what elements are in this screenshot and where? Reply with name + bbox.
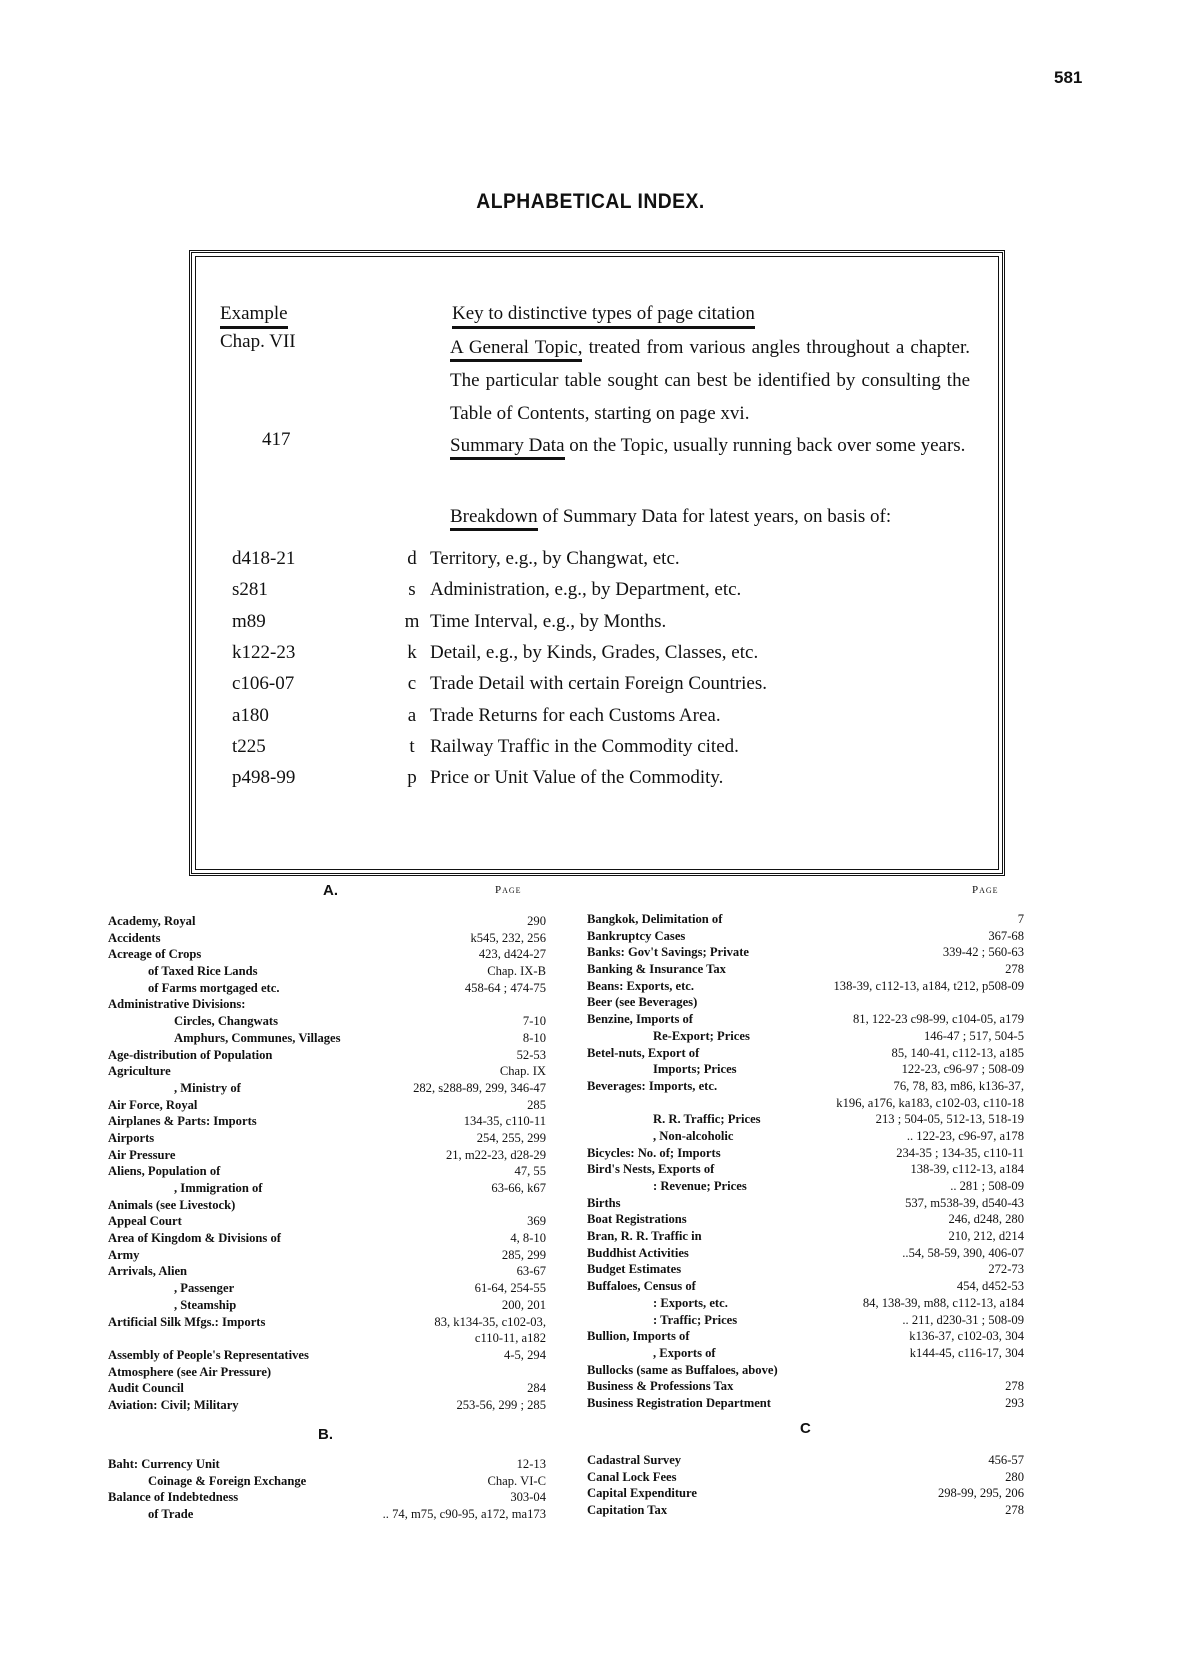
entry-label: Age-distribution of Population — [108, 1047, 273, 1062]
entry-label: Bird's Nests, Exports of — [587, 1162, 715, 1177]
key-description: Time Interval, e.g., by Months. — [430, 610, 667, 632]
entry-page-ref: .. 74, m75, c90-95, a172, ma173 — [382, 1507, 546, 1522]
index-entry — [108, 1197, 546, 1214]
entry-label: Circles, Changwats — [174, 1014, 279, 1029]
entry-label: , Steamship — [174, 1297, 237, 1312]
entry-page-ref: 76, 78, 83, m86, k136-37, — [893, 1078, 1024, 1093]
entry-page-ref: 63-67 — [516, 1264, 546, 1279]
index-entry — [108, 1063, 546, 1080]
entry-label: Airplanes & Parts: Imports — [108, 1114, 257, 1129]
entry-label: Bullocks (same as Buffaloes, above) — [587, 1362, 778, 1377]
key-letter: d — [407, 548, 417, 569]
index-column-b-right — [587, 911, 1024, 1412]
index-entry — [587, 1078, 1024, 1111]
entry-page-ref: 253-56, 299 ; 285 — [456, 1397, 546, 1412]
key-example: a180 — [232, 704, 269, 726]
entry-page-ref: 47, 55 — [514, 1164, 546, 1179]
entry-page-ref: 282, s288-89, 299, 346-47 — [413, 1080, 546, 1095]
entry-page-ref: ..54, 58-59, 390, 406-07 — [902, 1245, 1024, 1260]
index-entry — [108, 1097, 546, 1114]
entry-label: Artificial Silk Mfgs.: Imports — [108, 1314, 266, 1329]
index-entry — [108, 1263, 546, 1280]
entry-page-ref: 4-5, 294 — [504, 1347, 546, 1362]
entry-label: Airports — [108, 1130, 155, 1145]
index-entry — [587, 1395, 1024, 1412]
entry-page-ref: 210, 212, d214 — [948, 1229, 1024, 1244]
entry-page-ref: 122-23, c96-97 ; 508-09 — [901, 1062, 1024, 1077]
entry-page-ref: 339-42 ; 560-63 — [942, 945, 1024, 960]
entry-label: , Immigration of — [174, 1181, 263, 1195]
page-column-label: Page — [972, 884, 999, 896]
entry-label: Bankruptcy Cases — [587, 928, 686, 943]
index-entry — [587, 1228, 1024, 1245]
entry-label: Capitation Tax — [587, 1503, 668, 1518]
key-example: k122-23 — [232, 641, 296, 663]
entry-label: : Traffic; Prices — [653, 1312, 738, 1327]
entry-label: Air Pressure — [108, 1147, 176, 1162]
key-description: Railway Traffic in the Commodity cited. — [430, 735, 739, 757]
index-entry — [587, 1161, 1024, 1178]
index-entry — [108, 963, 546, 980]
key-example: c106-07 — [232, 673, 295, 695]
entry-page-ref: 146-47 ; 517, 504-5 — [923, 1028, 1024, 1043]
page-title: ALPHABETICAL INDEX. — [476, 190, 705, 213]
entry-label: Bicycles: No. of; Imports — [587, 1145, 721, 1160]
entry-page-ref: 278 — [1005, 962, 1024, 977]
entry-page-ref: k144-45, c116-17, 304 — [909, 1345, 1024, 1360]
entry-label: Bullion, Imports of — [587, 1329, 690, 1344]
entry-page-ref: Chap. VI-C — [487, 1473, 546, 1488]
index-entry — [587, 1295, 1024, 1312]
entry-page-ref: 298-99, 295, 206 — [937, 1486, 1024, 1501]
entry-label: Coinage & Foreign Exchange — [148, 1473, 307, 1488]
key-description: Breakdown of Summary Data for latest years, on basis of: — [450, 506, 970, 528]
entry-label: Academy, Royal — [108, 914, 196, 928]
entry-label: Buffaloes, Census of — [587, 1279, 696, 1294]
entry-label: Animals (see Livestock) — [108, 1197, 236, 1212]
entry-label: Beans: Exports, etc. — [587, 978, 695, 993]
key-description: Summary Data on the Topic, usually running back over some years. — [450, 429, 970, 462]
index-column-c — [587, 1452, 1024, 1519]
entry-page-ref: 285, 299 — [501, 1247, 546, 1262]
index-entry — [587, 1452, 1024, 1469]
index-entry — [108, 946, 546, 963]
entry-page-ref: .. 281 ; 508-09 — [950, 1179, 1024, 1194]
entry-label: Appeal Court — [108, 1214, 182, 1229]
entry-page-ref: 454, d452-53 — [956, 1279, 1024, 1294]
index-entry — [587, 1111, 1024, 1128]
entry-page-ref: 134-35, c110-11 — [463, 1114, 546, 1129]
entry-label: Cadastral Survey — [587, 1453, 682, 1467]
entry-page-ref: 284 — [527, 1381, 546, 1396]
index-entry — [108, 1380, 546, 1397]
index-entry — [587, 1028, 1024, 1045]
entry-label: Army — [108, 1247, 140, 1262]
entry-label: , Non-alcoholic — [653, 1128, 734, 1143]
entry-page-ref: 12-13 — [516, 1457, 546, 1471]
entry-page-ref: 7-10 — [522, 1014, 546, 1029]
entry-label: Beverages: Imports, etc. — [587, 1078, 718, 1093]
entry-label: Atmosphere (see Air Pressure) — [108, 1364, 272, 1379]
index-entry — [587, 911, 1024, 928]
key-example: s281 — [232, 579, 268, 601]
entry-page-ref: 290 — [527, 914, 546, 928]
entry-page-ref: 213 ; 504-05, 512-13, 518-19 — [875, 1112, 1024, 1127]
entry-label: of Trade — [148, 1507, 194, 1522]
key-description: Territory, e.g., by Changwat, etc. — [430, 548, 680, 569]
key-header-example: Example — [220, 303, 288, 329]
index-entry — [108, 1347, 546, 1364]
index-entry — [587, 944, 1024, 961]
key-letter: k — [407, 641, 417, 663]
entry-label: Business Registration Department — [587, 1395, 771, 1410]
index-entry — [108, 1397, 546, 1414]
key-letter: s — [408, 579, 416, 601]
index-entry — [587, 1011, 1024, 1028]
entry-page-ref: Chap. IX — [499, 1064, 546, 1079]
index-entry — [587, 961, 1024, 978]
key-description: Trade Detail with certain Foreign Countries. — [430, 673, 768, 695]
entry-label: Beer (see Beverages) — [587, 995, 698, 1010]
key-description: Price or Unit Value of the Commodity. — [430, 767, 724, 789]
entry-page-ref: 52-53 — [516, 1047, 546, 1062]
entry-page-ref: 246, d248, 280 — [948, 1212, 1024, 1227]
index-entry — [587, 1211, 1024, 1228]
page-column-label: Page — [495, 884, 522, 896]
entry-page-ref: 537, m538-39, d540-43 — [905, 1195, 1024, 1210]
entry-label: Buddhist Activities — [587, 1245, 689, 1260]
index-entry — [108, 1297, 546, 1314]
key-example: Chap. VII — [220, 331, 296, 352]
entry-page-ref: 278 — [1005, 1379, 1024, 1394]
key-letter: t — [409, 735, 415, 757]
entry-label: Aviation: Civil; Military — [108, 1397, 239, 1412]
index-entry — [587, 1278, 1024, 1295]
index-entry — [587, 928, 1024, 945]
index-entry — [587, 978, 1024, 995]
index-entry — [587, 1485, 1024, 1502]
index-entry — [587, 1345, 1024, 1362]
entry-label: Bran, R. R. Traffic in — [587, 1229, 702, 1244]
entry-page-ref: 254, 255, 299 — [476, 1130, 546, 1145]
key-example: 417 — [262, 429, 291, 450]
index-entry — [587, 1261, 1024, 1278]
index-entry — [108, 930, 546, 947]
index-entry — [587, 1178, 1024, 1195]
index-entry — [587, 1195, 1024, 1212]
index-entry — [108, 1314, 546, 1347]
entry-label: : Exports, etc. — [653, 1295, 728, 1310]
entry-page-ref: 367-68 — [988, 928, 1024, 943]
index-entry — [587, 1312, 1024, 1329]
entry-page-ref: 280 — [1005, 1469, 1024, 1484]
index-entry — [108, 980, 546, 997]
key-description: Administration, e.g., by Department, etc. — [430, 579, 742, 601]
index-entry — [108, 1280, 546, 1297]
entry-page-ref: Chap. IX-B — [487, 964, 546, 979]
entry-label: Balance of Indebtedness — [108, 1490, 239, 1505]
entry-page-ref: 81, 122-23 c98-99, c104-05, a179 — [852, 1012, 1024, 1027]
entry-page-ref: 7 — [1017, 912, 1024, 926]
entry-page-ref: k136-37, c102-03, 304 — [909, 1329, 1024, 1344]
index-entry — [587, 1045, 1024, 1062]
key-letter: m — [404, 610, 420, 632]
key-example: m89 — [232, 610, 266, 632]
entry-label: Air Force, Royal — [108, 1097, 198, 1112]
entry-page-ref: 4, 8-10 — [510, 1231, 546, 1246]
entry-label: Banking & Insurance Tax — [587, 962, 726, 977]
index-entry — [587, 1502, 1024, 1519]
entry-label: Births — [587, 1195, 621, 1210]
key-example: p498-99 — [232, 767, 296, 789]
entry-page-ref: 85, 140-41, c112-13, a185 — [891, 1045, 1024, 1060]
entry-page-ref-continued: k196, a176, ka183, c102-03, c110-18 — [836, 1095, 1024, 1110]
entry-page-ref: k545, 232, 256 — [470, 930, 546, 945]
index-entry — [587, 1245, 1024, 1262]
section-heading-c: C — [800, 1420, 811, 1437]
index-column-b-left — [108, 1456, 546, 1523]
entry-page-ref: 138-39, c112-13, a184 — [910, 1162, 1024, 1177]
entry-label: Acreage of Crops — [108, 947, 202, 962]
entry-label: , Ministry of — [174, 1080, 241, 1095]
key-description: Trade Returns for each Customs Area. — [430, 704, 721, 726]
entry-page-ref: 285 — [527, 1097, 546, 1112]
entry-page-ref: 293 — [1005, 1395, 1024, 1410]
entry-label: Canal Lock Fees — [587, 1469, 677, 1484]
key-example: t225 — [232, 735, 266, 757]
entry-label: Baht: Currency Unit — [108, 1457, 220, 1471]
entry-page-ref-continued: c110-11, a182 — [474, 1331, 546, 1346]
index-entry — [108, 996, 546, 1013]
section-heading-a: A. — [323, 882, 338, 899]
index-entry — [108, 1230, 546, 1247]
index-entry — [108, 1030, 546, 1047]
entry-page-ref: 8-10 — [522, 1030, 546, 1045]
entry-label: Re-Export; Prices — [653, 1028, 750, 1043]
key-letter: c — [407, 673, 417, 695]
key-example: d418-21 — [232, 548, 296, 569]
citation-key-box — [189, 250, 1005, 876]
index-entry — [108, 1080, 546, 1097]
entry-label: Accidents — [108, 930, 161, 945]
entry-page-ref: 61-64, 254-55 — [474, 1281, 546, 1296]
entry-label: Boat Registrations — [587, 1212, 687, 1227]
entry-label: R. R. Traffic; Prices — [653, 1112, 761, 1127]
index-entry — [587, 1328, 1024, 1345]
entry-label: Capital Expenditure — [587, 1486, 697, 1501]
entry-page-ref: .. 122-23, c96-97, a178 — [906, 1128, 1024, 1143]
index-entry — [108, 1506, 546, 1523]
entry-page-ref: 458-64 ; 474-75 — [464, 980, 546, 995]
entry-label: of Taxed Rice Lands — [148, 964, 258, 979]
index-entry — [108, 1489, 546, 1506]
entry-label: Imports; Prices — [653, 1062, 737, 1077]
entry-page-ref: .. 211, d230-31 ; 508-09 — [902, 1312, 1024, 1327]
key-header-description: Key to distinctive types of page citation — [452, 303, 755, 329]
entry-label: Bangkok, Delimitation of — [587, 912, 723, 926]
entry-label: , Exports of — [653, 1345, 716, 1360]
page-number: 581 — [1054, 68, 1083, 87]
section-heading-b: B. — [318, 1426, 333, 1443]
entry-page-ref: 423, d424-27 — [478, 947, 546, 962]
index-entry — [108, 1364, 546, 1381]
index-entry — [108, 1047, 546, 1064]
entry-label: , Passenger — [174, 1281, 235, 1296]
index-entry — [108, 1113, 546, 1130]
index-entry — [587, 1061, 1024, 1078]
entry-label: Aliens, Population of — [108, 1164, 221, 1179]
entry-label: Audit Council — [108, 1381, 184, 1396]
index-entry — [108, 913, 546, 930]
index-entry — [108, 1163, 546, 1180]
key-letter: p — [407, 767, 417, 789]
entry-label: Amphurs, Communes, Villages — [174, 1030, 341, 1045]
index-column-a — [108, 913, 546, 1414]
entry-page-ref: 138-39, c112-13, a184, t212, p508-09 — [833, 978, 1024, 993]
entry-page-ref: 84, 138-39, m88, c112-13, a184 — [862, 1295, 1024, 1310]
entry-page-ref: 456-57 — [988, 1453, 1024, 1467]
entry-label: Arrivals, Alien — [108, 1264, 188, 1279]
entry-label: Agriculture — [108, 1064, 171, 1079]
entry-page-ref: 21, m22-23, d28-29 — [445, 1147, 546, 1162]
index-entry — [587, 1145, 1024, 1162]
key-letter: a — [407, 704, 417, 726]
index-entry — [108, 1013, 546, 1030]
entry-label: Business & Professions Tax — [587, 1379, 734, 1394]
index-entry — [108, 1213, 546, 1230]
key-description: Detail, e.g., by Kinds, Grades, Classes, etc. — [430, 641, 759, 663]
entry-page-ref: 83, k134-35, c102-03, — [434, 1314, 546, 1329]
entry-page-ref: 303-04 — [510, 1490, 546, 1505]
entry-page-ref: 369 — [527, 1214, 546, 1229]
entry-label: Budget Estimates — [587, 1262, 682, 1277]
entry-label: Betel-nuts, Export of — [587, 1045, 700, 1060]
index-entry — [108, 1180, 546, 1197]
entry-label: of Farms mortgaged etc. — [148, 980, 280, 995]
index-entry — [108, 1130, 546, 1147]
index-entry — [587, 994, 1024, 1011]
entry-label: : Revenue; Prices — [653, 1179, 747, 1194]
entry-label: Benzine, Imports of — [587, 1012, 693, 1027]
entry-page-ref: 278 — [1005, 1503, 1024, 1518]
index-entry — [108, 1147, 546, 1164]
index-entry — [108, 1247, 546, 1264]
entry-page-ref: 272-73 — [988, 1262, 1024, 1277]
entry-page-ref: 63-66, k67 — [491, 1181, 546, 1195]
entry-label: Banks: Gov't Savings; Private — [587, 945, 749, 960]
key-description: A General Topic, treated from various angles throughout a chapter. The particular table sought can best be identified by consulting the Table of Contents, starting on page xvi. — [450, 337, 971, 424]
index-entry — [587, 1128, 1024, 1145]
entry-label: Assembly of People's Representatives — [108, 1347, 309, 1362]
index-entry — [587, 1362, 1024, 1379]
index-entry — [587, 1469, 1024, 1486]
entry-label: Area of Kingdom & Divisions of — [108, 1231, 281, 1246]
entry-label: Administrative Divisions: — [108, 997, 246, 1012]
entry-page-ref: 234-35 ; 134-35, c110-11 — [896, 1145, 1024, 1160]
entry-page-ref: 200, 201 — [501, 1297, 546, 1312]
index-entry — [108, 1456, 546, 1473]
index-entry — [587, 1378, 1024, 1395]
index-entry — [108, 1473, 546, 1490]
